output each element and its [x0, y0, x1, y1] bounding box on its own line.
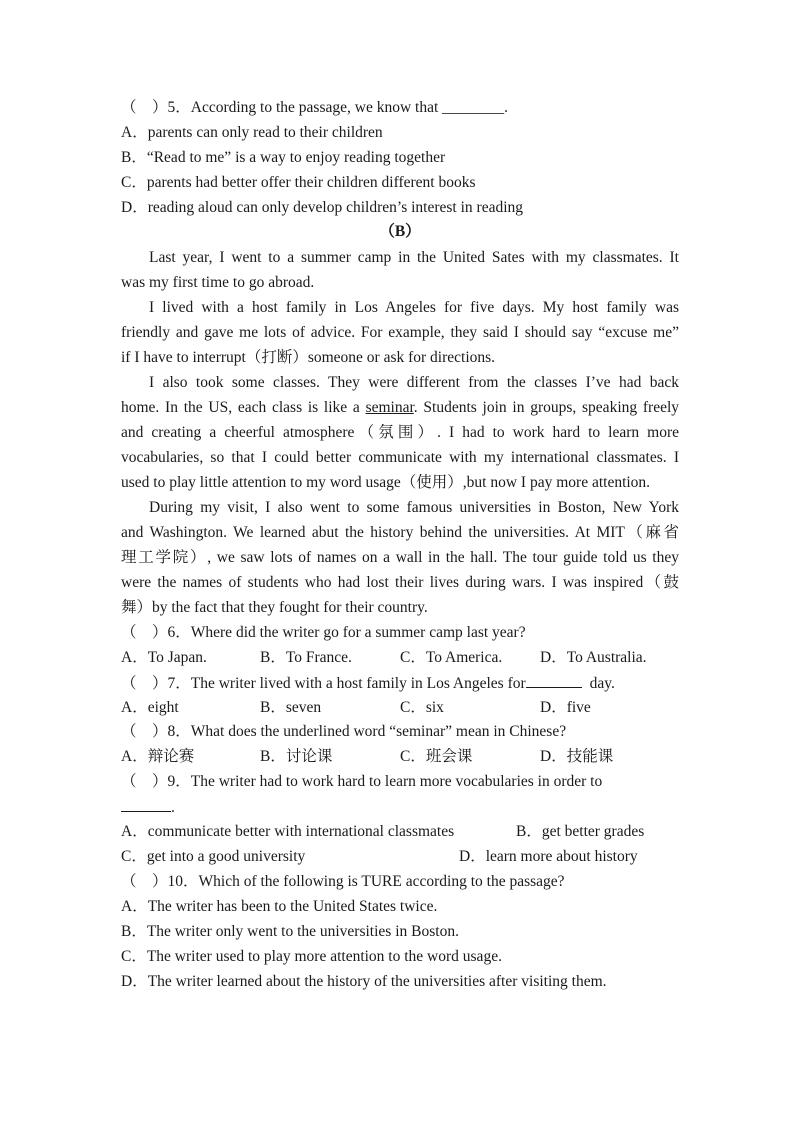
p3-line-2-post: . Students join in groups, speaking freely [413, 399, 680, 416]
passage-p1-line-2: was my first time to go abroad. [121, 274, 315, 291]
q9-stem-line [121, 772, 602, 792]
underlined-word-seminar: seminar [365, 399, 414, 416]
q9-blank-end: . [171, 799, 175, 816]
passage-p1-line-1: Last year, I went to a summer camp in the United Sates with my classmates. It [149, 249, 679, 266]
passage-p3-line-5: used to play little attention to my word usage（使用）,but now I pay more attention. [121, 474, 651, 491]
q9-option-b: B．get better grades [516, 823, 645, 840]
q8-option-a: A．辩论赛 [121, 748, 195, 765]
p3-line-2-pre: home. In the US, each class is like a [121, 399, 366, 416]
answer-paren[interactable]: （ ） [121, 99, 168, 116]
q8-option-d: D．技能课 [540, 748, 614, 765]
passage-p4-line-2: and Washington. We learned abut the history behind the universities. At MIT（麻省 [121, 524, 679, 541]
q5-option-c: C．parents had better offer their children different books [121, 174, 476, 191]
q10-stem: 10．Which of the following is TURE according to the passage? [167, 873, 565, 890]
q6-stem: 6．Where did the writer go for a summer camp last year? [167, 624, 526, 641]
answer-paren[interactable]: （ ） [121, 873, 168, 890]
q8-stem-line [121, 722, 566, 742]
passage-p4-line-3: 理工学院）, we saw lots of names on a wall in the hall. The tour guide told us they [121, 549, 679, 566]
passage-p4-line-5: 舞）by the fact that they fought for their country. [121, 599, 428, 616]
q7-stem: 7．The writer lived with a host family in Los Angeles for [167, 675, 526, 692]
q9-stem: 9．The writer had to work hard to learn more vocabularies in order to [167, 773, 603, 790]
answer-paren[interactable]: （ ） [121, 723, 168, 740]
q6-option-b: B．To France. [260, 649, 352, 666]
answer-paren[interactable]: （ ） [121, 624, 168, 641]
passage-p3-line-2 [121, 398, 679, 418]
q7-stem-tail: day. [589, 675, 615, 692]
q9-blank-line [121, 797, 175, 818]
q5-option-a: A．parents can only read to their children [121, 124, 383, 141]
q6-option-c: C．To America. [400, 649, 503, 666]
passage-p3-line-4: vocabularies, so that I could better communicate with my international classmates. I [121, 449, 679, 466]
q8-option-b: B．讨论课 [260, 748, 333, 765]
section-b-heading: （B） [379, 223, 421, 240]
q6-stem-line [121, 623, 526, 643]
q7-option-d: D．five [540, 699, 591, 716]
q8-stem: 8．What does the underlined word “seminar” mean in Chinese? [167, 723, 567, 740]
q10-option-d: D．The writer learned about the history of the universities after visiting them. [121, 973, 607, 990]
q8-option-c: C．班会课 [400, 748, 473, 765]
q9-option-d: D．learn more about history [459, 848, 638, 865]
answer-paren[interactable]: （ ） [121, 773, 168, 790]
q6-option-a: A．To Japan. [121, 649, 207, 666]
q10-option-c: C．The writer used to play more attention to the word usage. [121, 948, 502, 965]
q9-option-a: A．communicate better with international classmates [121, 823, 455, 840]
q9-option-c: C．get into a good university [121, 848, 306, 865]
q9-blank [121, 797, 171, 812]
passage-p3-line-1: I also took some classes. They were different from the classes I’ve had back [149, 374, 679, 391]
q10-option-b: B．The writer only went to the universities in Boston. [121, 923, 459, 940]
passage-p4-line-1: During my visit, I also went to some famous universities in Boston, New York [149, 499, 679, 516]
passage-p2-line-1: I lived with a host family in Los Angeles for five days. My host family was [149, 299, 679, 316]
answer-paren[interactable]: （ ） [121, 675, 168, 692]
q10-stem-line [121, 872, 565, 892]
passage-p4-line-4: were the names of students who had lost their lives during wars. I was inspired（鼓 [121, 574, 679, 591]
q5-stem: 5．According to the passage, we know that ________. [167, 99, 509, 116]
q5-option-d: D．reading aloud can only develop children’s interest in reading [121, 199, 524, 216]
q7-option-b: B．seven [260, 699, 322, 716]
q7-option-a: A．eight [121, 699, 179, 716]
passage-p2-line-3: if I have to interrupt（打断）someone or ask for directions. [121, 349, 496, 366]
q7-blank [526, 673, 582, 688]
q7-option-c: C．six [400, 699, 444, 716]
q5-option-b: B．“Read to me” is a way to enjoy reading together [121, 149, 446, 166]
q10-option-a: A．The writer has been to the United States twice. [121, 898, 438, 915]
q6-option-d: D．To Australia. [540, 649, 647, 666]
q5-stem-line [121, 98, 508, 118]
passage-p3-line-3: and creating a cheerful atmosphere（氛围）. I had to work hard to learn more [121, 424, 679, 441]
passage-p2-line-2: friendly and gave me lots of advice. For example, they said I should say “excuse me” [121, 324, 679, 341]
q7-stem-line [121, 673, 615, 694]
